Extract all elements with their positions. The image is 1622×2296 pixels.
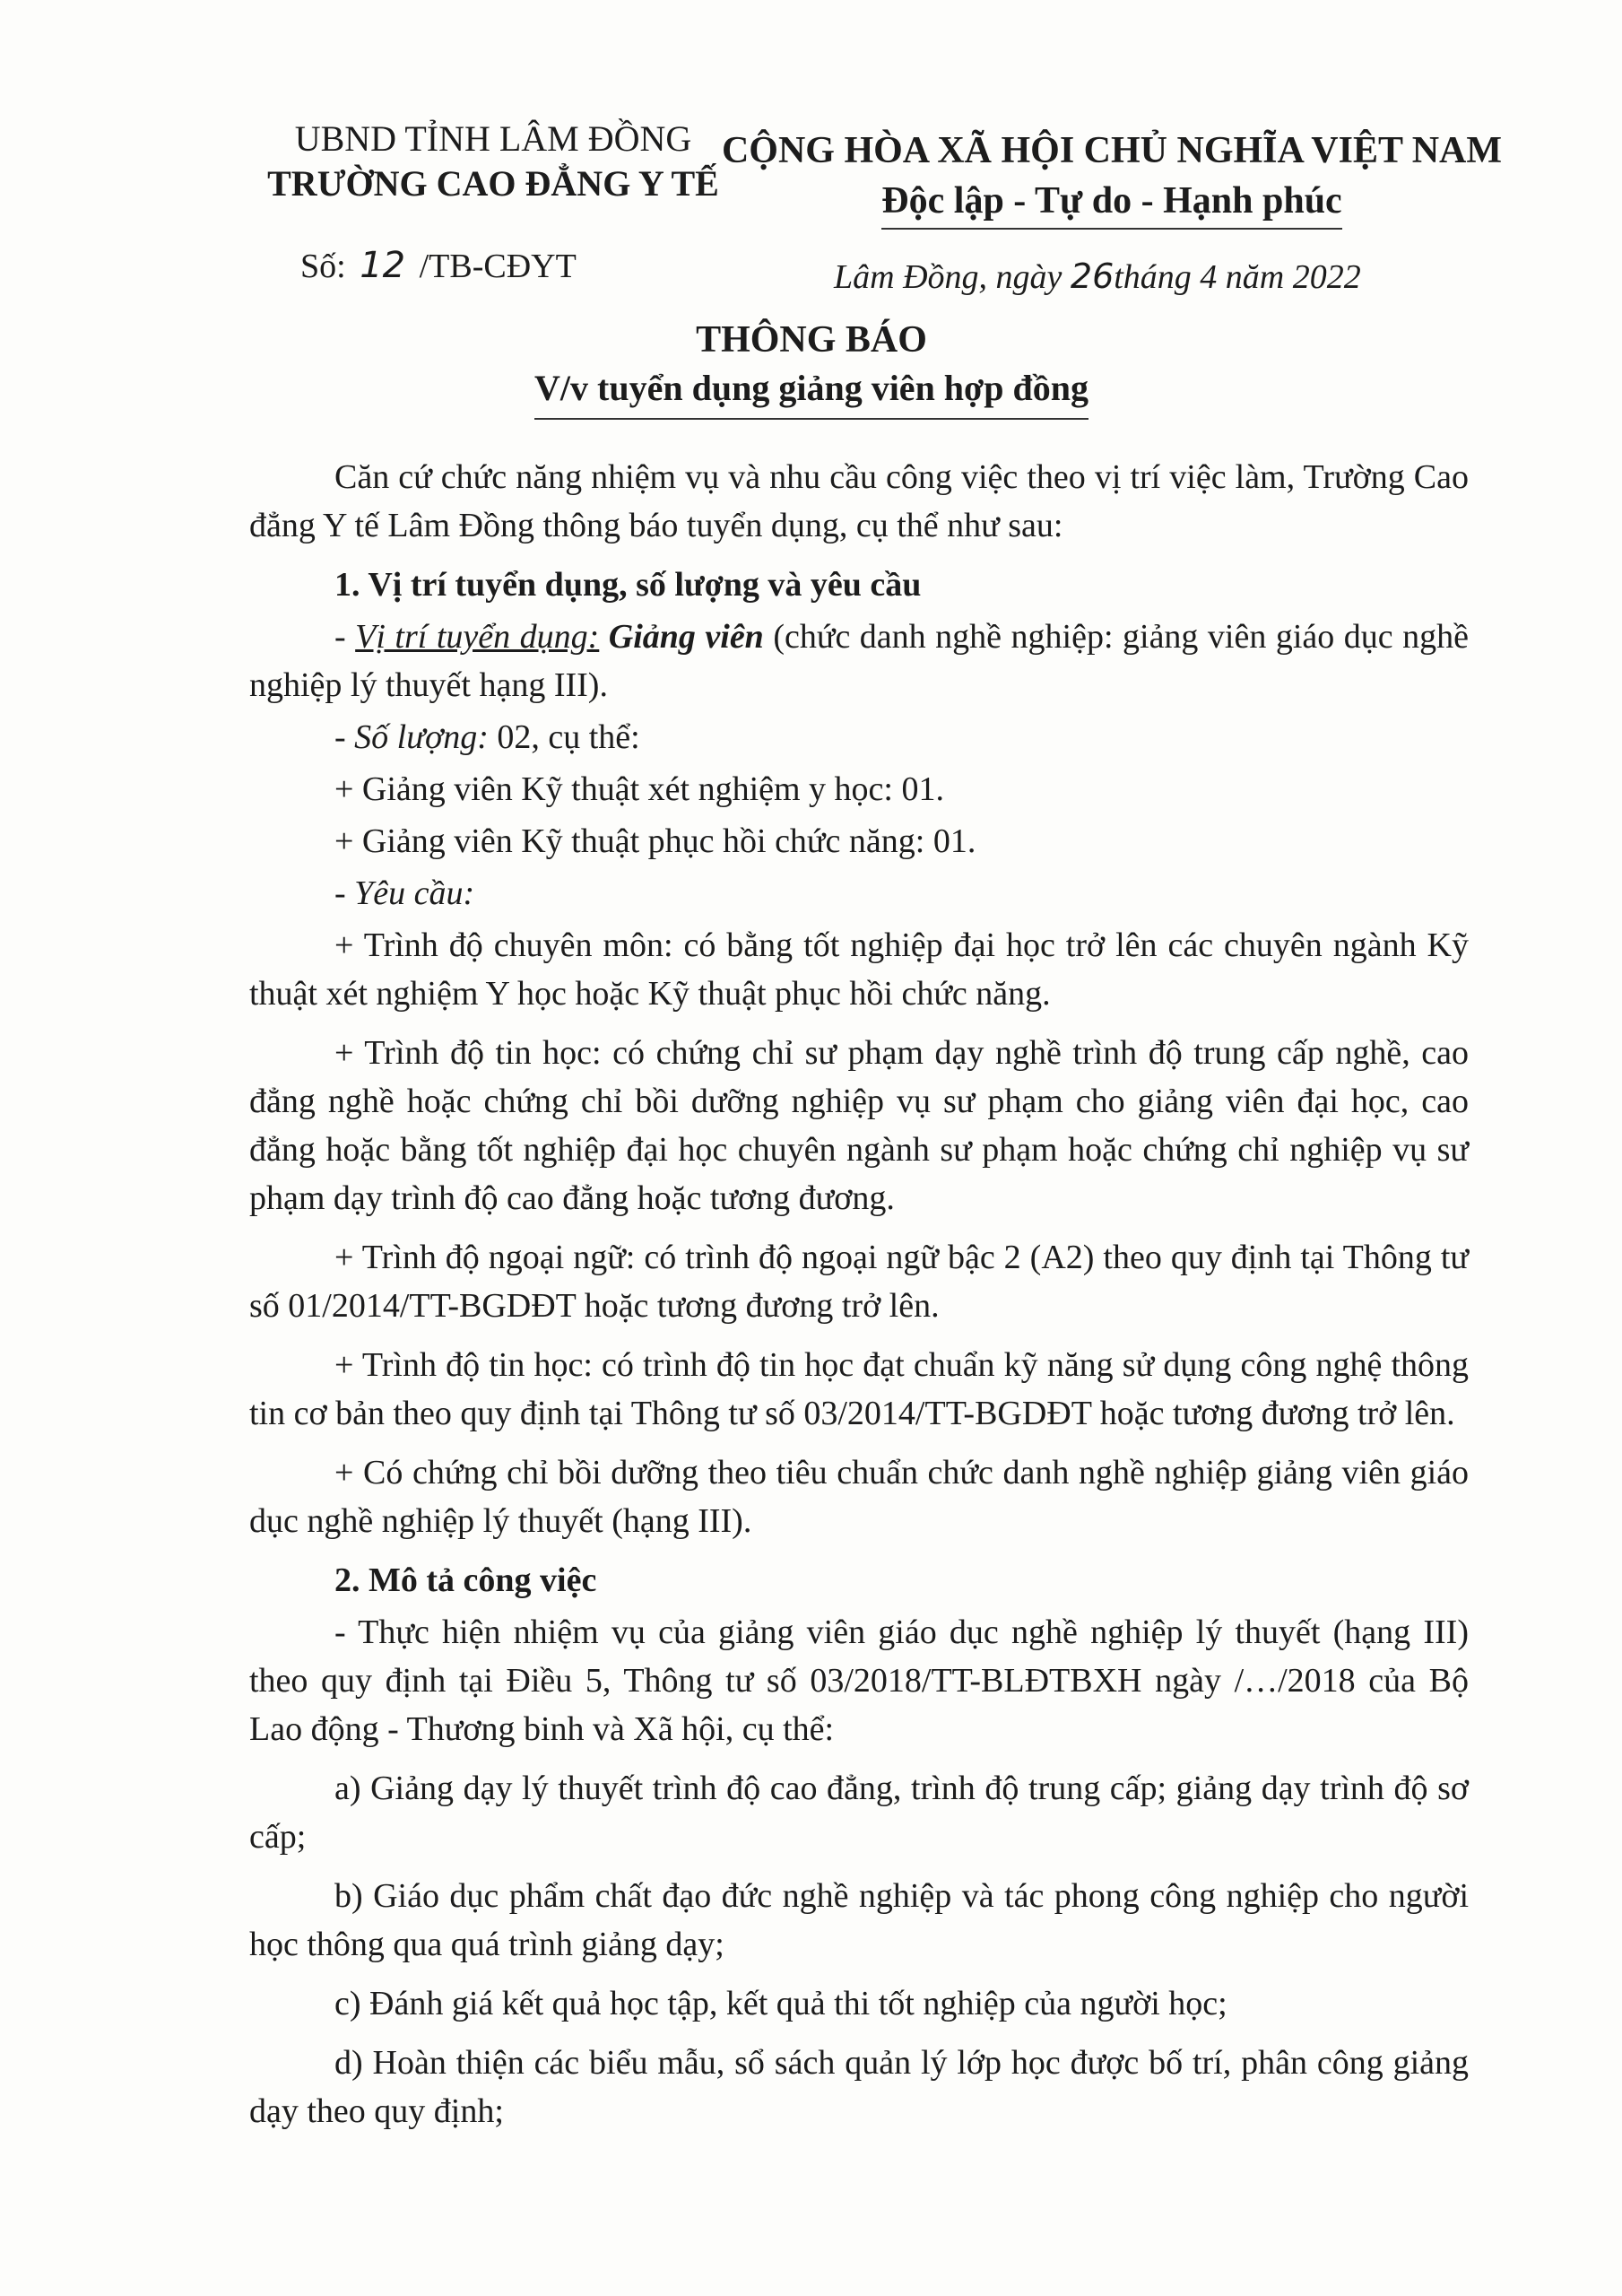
duty-d: d) Hoàn thiện các biểu mẫu, sổ sách quản lý lớp học được bố trí, phân công giảng dạy theo quy định;: [249, 2044, 1469, 2130]
section-1-heading: 1. Vị trí tuyển dụng, số lượng và yêu cầu: [334, 566, 922, 604]
position-value: Giảng viên: [608, 618, 764, 656]
document-number-value: 12: [360, 245, 406, 286]
issuer-authority: UBND TỈNH LÂM ĐỒNG: [294, 118, 692, 159]
date-day: 26: [1070, 257, 1115, 296]
requirement-1: + Trình độ chuyên môn: có bằng tốt nghiệp đại học trở lên các chuyên ngành Kỹ thuật xét nghiệm Y học hoặc Kỹ thuật phục hồi chức năng.: [249, 926, 1469, 1013]
requirement-5: + Có chứng chỉ bồi dưỡng theo tiêu chuẩn chức danh nghề nghiệp giảng viên giáo dục nghề nghiệp lý thuyết (hạng III).: [249, 1454, 1469, 1540]
date-rest: tháng 4 năm 2022: [1114, 258, 1361, 296]
position-label: Vị trí tuyển dụng:: [355, 618, 600, 656]
document-number-suffix: /TB-CĐYT: [419, 248, 577, 285]
issuer-school: TRƯỜNG CAO ĐẲNG Y TẾ: [267, 163, 719, 204]
duty-b: b) Giáo dục phẩm chất đạo đức nghề nghiệp và tác phong công nghiệp cho người học thông qua quá trình giảng dạy;: [249, 1877, 1469, 1963]
document-subject: V/v tuyển dụng giảng viên hợp đồng: [534, 364, 1089, 420]
requirement-2: + Trình độ tin học: có chứng chỉ sư phạm dạy nghề trình độ trung cấp nghề, cao đẳng nghề hoặc chứng chỉ bồi dưỡng nghiệp vụ sư phạm cho giảng viên đại học, cao đẳng hoặc bằng tốt nghiệp đại học chuyên ngành sư phạm hoặc chứng chỉ nghiệp vụ sư phạm dạy trình độ cao đẳng hoặc tương đương.: [249, 1034, 1469, 1217]
document-title: THÔNG BÁO: [696, 319, 927, 361]
intro-paragraph: Căn cứ chức năng nhiệm vụ và nhu cầu công việc theo vị trí việc làm, Trường Cao đẳng Y tế Lâm Đồng thông báo tuyển dụng, cụ thể như sau:: [249, 458, 1469, 544]
position-line: [249, 613, 1469, 709]
position-prefix: -: [334, 618, 356, 656]
document-body: [249, 453, 1469, 2146]
requirements-label: - Yêu cầu:: [334, 874, 475, 912]
duty-a: a) Giảng dạy lý thuyết trình độ cao đẳng, trình độ trung cấp; giảng dạy trình độ sơ cấp;: [249, 1770, 1469, 1856]
national-heading: [717, 126, 1506, 230]
document-title-block: [502, 316, 1121, 420]
document-date: [834, 255, 1390, 299]
quantity-prefix: -: [334, 718, 355, 756]
duty-c: c) Đánh giá kết quả học tập, kết quả thi tốt nghiệp của người học;: [334, 1985, 1227, 2022]
requirement-4: + Trình độ tin học: có trình độ tin học đạt chuẩn kỹ năng sử dụng công nghệ thông tin cơ bản theo quy định tại Thông tư số 03/2014/TT-BGDĐT hoặc tương đương trở lên.: [249, 1346, 1469, 1432]
quantity-item-2: + Giảng viên Kỹ thuật phục hồi chức năng: 01.: [334, 822, 976, 860]
quantity-label: Số lượng:: [354, 718, 489, 756]
issuer-block: [242, 117, 744, 206]
duty-intro: - Thực hiện nhiệm vụ của giảng viên giáo dục nghề nghiệp lý thuyết (hạng III) theo quy định tại Điều 5, Thông tư số 03/2018/TT-BLĐTBXH ngày /…/2018 của Bộ Lao động - Thương binh và Xã hội, cụ thể:: [249, 1613, 1469, 1748]
section-2-heading: 2. Mô tả công việc: [334, 1561, 597, 1599]
requirement-3: + Trình độ ngoại ngữ: có trình độ ngoại ngữ bậc 2 (A2) theo quy định tại Thông tư số 01/2014/TT-BGDĐT hoặc tương đương trở lên.: [249, 1239, 1469, 1325]
quantity-value: 02, cụ thể:: [488, 718, 640, 756]
quantity-item-1: + Giảng viên Kỹ thuật xét nghiệm y học: 01.: [334, 770, 944, 808]
date-prefix: Lâm Đồng, ngày: [834, 258, 1063, 296]
document-number-prefix: Số:: [300, 248, 346, 285]
quantity-line: [249, 713, 1469, 761]
position-detail: (chức danh nghề nghiệp: giảng viên giáo dục nghề nghiệp lý thuyết hạng III).: [249, 618, 1470, 704]
document-number: [300, 244, 577, 288]
national-motto: Độc lập - Tự do - Hạnh phúc: [881, 176, 1341, 230]
country-name: CỘNG HÒA XÃ HỘI CHỦ NGHĨA VIỆT NAM: [721, 130, 1503, 171]
